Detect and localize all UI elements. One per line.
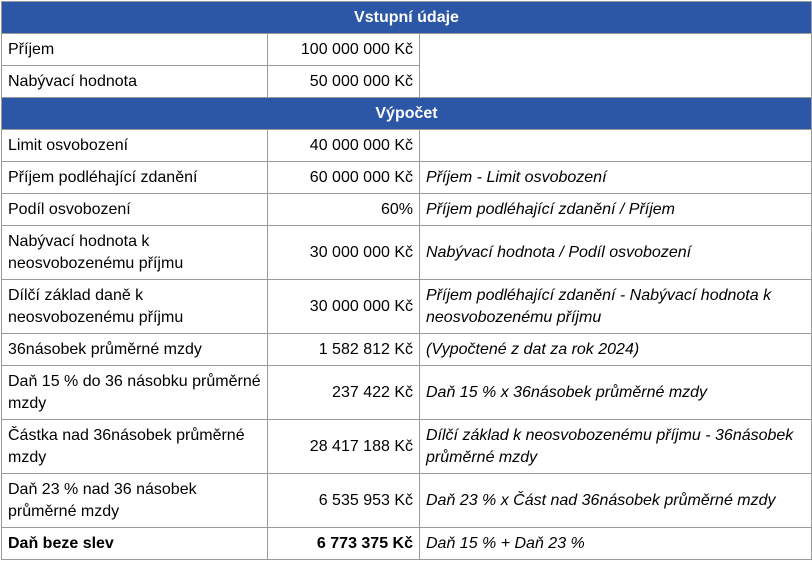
row-formula: (Vypočtené z dat za rok 2024)	[420, 334, 812, 366]
row-formula: Daň 23 % x Část nad 36násobek průměrné mzdy	[420, 474, 812, 528]
tax-calculation-table	[1, 1, 812, 560]
row-value: 100 000 000 Kč	[268, 34, 420, 66]
row-label: 36násobek průměrné mzdy	[2, 334, 268, 366]
row-value: 30 000 000 Kč	[268, 280, 420, 334]
empty-cell	[420, 66, 812, 98]
row-value: 50 000 000 Kč	[268, 66, 420, 98]
row-formula: Dílčí základ k neosvobozenému příjmu - 36násobek průměrné mzdy	[420, 420, 812, 474]
table-row	[2, 162, 812, 194]
row-value: 28 417 188 Kč	[268, 420, 420, 474]
row-formula: Příjem podléhající zdanění / Příjem	[420, 194, 812, 226]
table-row	[2, 366, 812, 420]
table-row	[2, 474, 812, 528]
input-section-header: Vstupní údaje	[2, 2, 812, 34]
table-row	[2, 334, 812, 366]
row-formula: Daň 15 % + Daň 23 %	[420, 528, 812, 560]
row-formula: Nabývací hodnota / Podíl osvobození	[420, 226, 812, 280]
row-label: Příjem podléhající zdanění	[2, 162, 268, 194]
row-formula: Daň 15 % x 36násobek průměrné mzdy	[420, 366, 812, 420]
row-label: Dílčí základ daně k neosvobozenému příjmu	[2, 280, 268, 334]
empty-cell	[420, 34, 812, 66]
row-formula	[420, 130, 812, 162]
table-row	[2, 420, 812, 474]
table-row	[2, 226, 812, 280]
row-value: 30 000 000 Kč	[268, 226, 420, 280]
row-label: Limit osvobození	[2, 130, 268, 162]
row-label: Nabývací hodnota	[2, 66, 268, 98]
table-row	[2, 34, 812, 66]
calc-section-header: Výpočet	[2, 98, 812, 130]
row-formula: Příjem - Limit osvobození	[420, 162, 812, 194]
table-row	[2, 130, 812, 162]
total-value: 6 773 375 Kč	[268, 528, 420, 560]
row-formula: Příjem podléhající zdanění - Nabývací hodnota k neosvobozenému příjmu	[420, 280, 812, 334]
table-row	[2, 66, 812, 98]
table-row	[2, 194, 812, 226]
row-value: 1 582 812 Kč	[268, 334, 420, 366]
row-label: Částka nad 36násobek průměrné mzdy	[2, 420, 268, 474]
row-label: Daň 23 % nad 36 násobek průměrné mzdy	[2, 474, 268, 528]
row-label: Nabývací hodnota k neosvobozenému příjmu	[2, 226, 268, 280]
total-label: Daň beze slev	[2, 528, 268, 560]
row-value: 40 000 000 Kč	[268, 130, 420, 162]
row-value: 60%	[268, 194, 420, 226]
row-label: Příjem	[2, 34, 268, 66]
row-value: 237 422 Kč	[268, 366, 420, 420]
row-value: 6 535 953 Kč	[268, 474, 420, 528]
row-label: Daň 15 % do 36 násobku průměrné mzdy	[2, 366, 268, 420]
total-row	[2, 528, 812, 560]
table-row	[2, 280, 812, 334]
row-value: 60 000 000 Kč	[268, 162, 420, 194]
row-label: Podíl osvobození	[2, 194, 268, 226]
